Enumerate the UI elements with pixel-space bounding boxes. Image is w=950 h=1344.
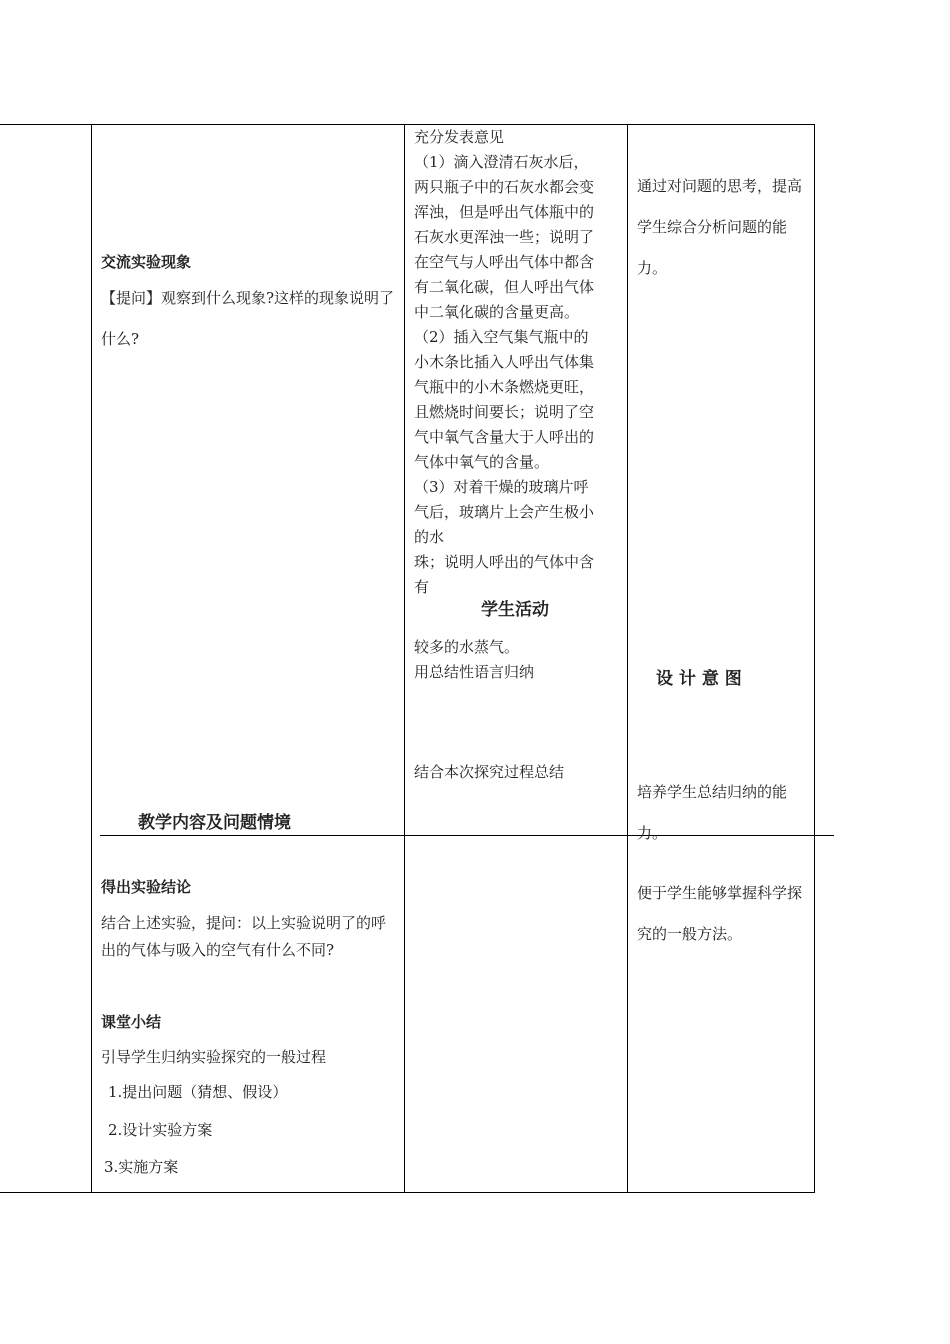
step-item: 3.实施方案 [104, 1158, 179, 1176]
summary-intro: 引导学生归纳实验探究的一般过程 [101, 1048, 327, 1066]
text-line: 用总结性语言归纳 [414, 663, 535, 681]
text-line: 充分发表意见 [414, 128, 505, 146]
text-line: 较多的水蒸气。 [414, 638, 520, 656]
table-top-border [0, 124, 815, 125]
text-line: 在空气与人呼出气体中都含 [414, 253, 595, 271]
column-header-teaching-content: 教学内容及问题情境 [138, 813, 291, 833]
column-header-design-intent: 设 计 意 图 [656, 669, 742, 689]
text-line: 的水 [414, 528, 445, 546]
student-activity-text [414, 125, 626, 600]
text-line: 且燃烧时间要长；说明了空 [414, 403, 595, 421]
design-intent-2: 培养学生总结归纳的能力。 [637, 783, 788, 842]
question-text: 【提问】观察到什么现象?这样的现象说明了什么? [101, 289, 395, 348]
text-line: 小木条比插入人呼出气体集 [414, 353, 595, 371]
text-line: 气后，玻璃片上会产生极小 [414, 503, 595, 521]
text-line: 中二氧化碳的含量更高。 [414, 303, 580, 321]
text-line: （1）滴入澄清石灰水后， [414, 153, 589, 171]
text-line: 气体中氧气的含量。 [414, 453, 550, 471]
table-right-border [814, 124, 815, 1193]
column-header-student-activity: 学生活动 [481, 600, 549, 620]
text-line: 气瓶中的小木条燃烧更旺， [414, 378, 595, 396]
col-divider-2 [404, 124, 405, 1193]
text-line: 结合本次探究过程总结 [414, 763, 565, 781]
section-title-conclusion: 得出实验结论 [101, 878, 192, 896]
text-line: 有 [414, 578, 430, 596]
step-item: 2.设计实验方案 [108, 1121, 213, 1139]
col-divider-3 [627, 124, 628, 1193]
table-bottom-border [0, 1192, 815, 1193]
text-line: （2）插入空气集气瓶中的 [414, 328, 589, 346]
text-line: 有二氧化碳，但人呼出气体 [414, 278, 595, 296]
text-line: 石灰水更浑浊一些；说明了 [414, 228, 595, 246]
text-line: （3）对着干燥的玻璃片呼 [414, 478, 589, 496]
col-divider-1 [91, 124, 92, 1193]
design-intent-1: 通过对问题的思考，提高学生综合分析问题的能力。 [637, 177, 803, 277]
step-item: 1.提出问题（猜想、假设） [108, 1083, 288, 1101]
conclusion-question: 结合上述实验，提问：以上实验说明了的呼出的气体与吸入的空气有什么不同? [101, 914, 387, 959]
section-title-exchange: 交流实验现象 [101, 253, 192, 271]
design-intent-3: 便于学生能够掌握科学探究的一般方法。 [637, 884, 803, 943]
text-line: 珠；说明人呼出的气体中含 [414, 553, 595, 571]
text-line: 两只瓶子中的石灰水都会变 [414, 178, 595, 196]
text-line: 浑浊，但是呼出气体瓶中的 [414, 203, 595, 221]
section-title-summary: 课堂小结 [101, 1013, 162, 1031]
text-line: 气中氧气含量大于人呼出的 [414, 428, 595, 446]
